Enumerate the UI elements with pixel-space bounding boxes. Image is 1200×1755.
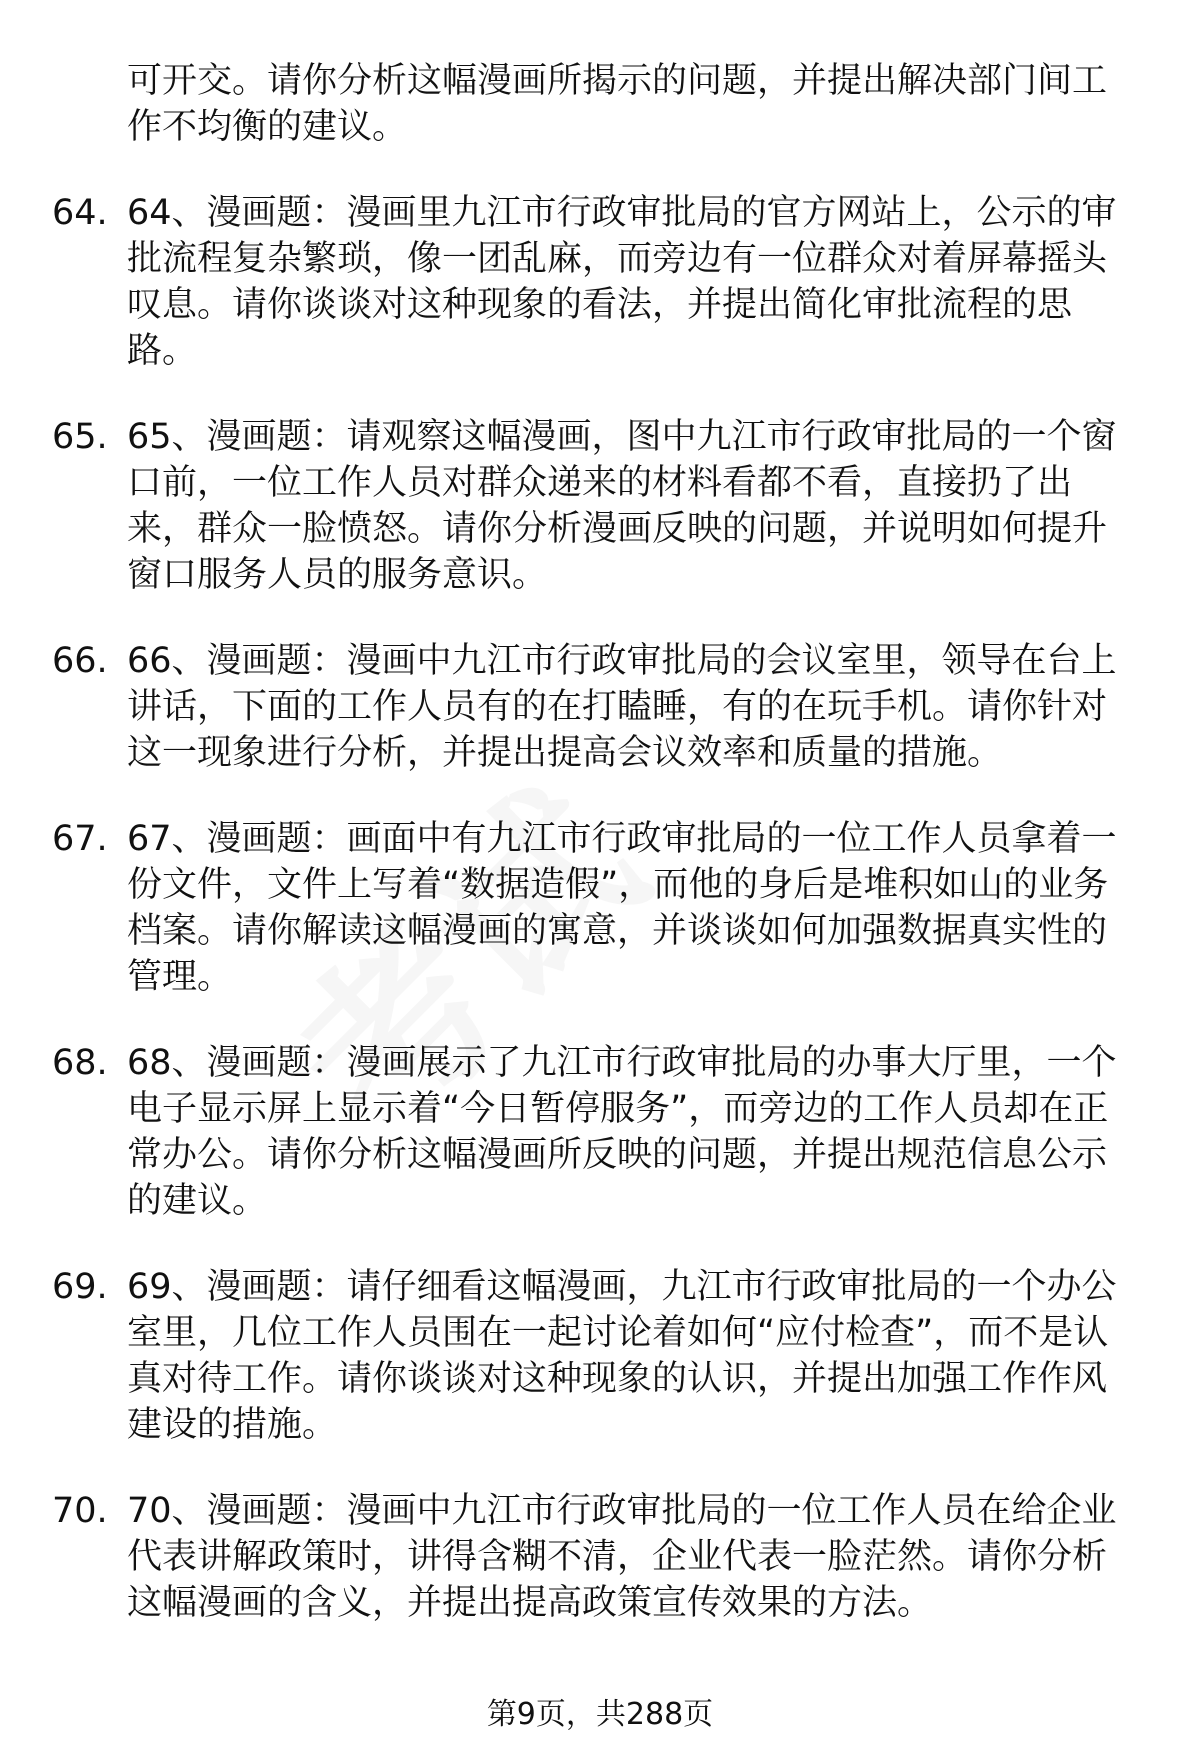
question-text: 65、漫画题：请观察这幅漫画，图中九江市行政审批局的一个窗口前，一位工作人员对群众递来的材料看都不看，直接扔了出来，群众一脸愤怒。请你分析漫画反映的问题，并说明如何提升窗口服务人员的服务意识。 bbox=[127, 417, 1117, 595]
continuation-paragraph: 可开交。请你分析这幅漫画所揭示的问题，并提出解决部门间工作不均衡的建议。 bbox=[127, 61, 1108, 147]
question-item-67 bbox=[52, 816, 1140, 1000]
page-footer bbox=[0, 1695, 1200, 1735]
question-text: 67、漫画题：画面中有九江市行政审批局的一位工作人员拿着一份文件，文件上写着“数据造假”，而他的身后是堆积如山的业务档案。请你解读这幅漫画的寓意，并谈谈如何加强数据真实性的管理。 bbox=[127, 819, 1117, 997]
question-number: 65. bbox=[52, 417, 108, 457]
question-item-66 bbox=[52, 638, 1140, 776]
question-item-69 bbox=[52, 1264, 1140, 1448]
question-list bbox=[52, 190, 1140, 1626]
question-number: 70. bbox=[52, 1491, 108, 1531]
page-number-label: 第9页，共288页 bbox=[486, 1697, 714, 1732]
question-text: 69、漫画题：请仔细看这幅漫画，九江市行政审批局的一个办公室里，几位工作人员围在一起讨论着如何“应付检查”，而不是认真对待工作。请你谈谈对这种现象的认识，并提出加强工作作风建设的措施。 bbox=[127, 1267, 1117, 1445]
question-item-64 bbox=[52, 190, 1140, 374]
question-text: 64、漫画题：漫画里九江市行政审批局的官方网站上，公示的审批流程复杂繁琐，像一团乱麻，而旁边有一位群众对着屏幕摇头叹息。请你谈谈对这种现象的看法，并提出简化审批流程的思路。 bbox=[127, 193, 1117, 371]
question-number: 64. bbox=[52, 193, 108, 233]
question-text: 70、漫画题：漫画中九江市行政审批局的一位工作人员在给企业代表讲解政策时，讲得含糊不清，企业代表一脸茫然。请你分析这幅漫画的含义，并提出提高政策宣传效果的方法。 bbox=[127, 1491, 1117, 1623]
question-text: 66、漫画题：漫画中九江市行政审批局的会议室里，领导在台上讲话，下面的工作人员有的在打瞌睡，有的在玩手机。请你针对这一现象进行分析，并提出提高会议效率和质量的措施。 bbox=[127, 641, 1117, 773]
question-item-70 bbox=[52, 1488, 1140, 1626]
question-text: 68、漫画题：漫画展示了九江市行政审批局的办事大厅里，一个电子显示屏上显示着“今日暂停服务”，而旁边的工作人员却在正常办公。请你分析这幅漫画所反映的问题，并提出规范信息公示的建议。 bbox=[127, 1043, 1117, 1221]
question-item-68 bbox=[52, 1040, 1140, 1224]
question-number: 66. bbox=[52, 641, 108, 681]
question-item-65 bbox=[52, 414, 1140, 598]
question-number: 68. bbox=[52, 1043, 108, 1083]
question-number: 69. bbox=[52, 1267, 108, 1307]
question-number: 67. bbox=[52, 819, 108, 859]
